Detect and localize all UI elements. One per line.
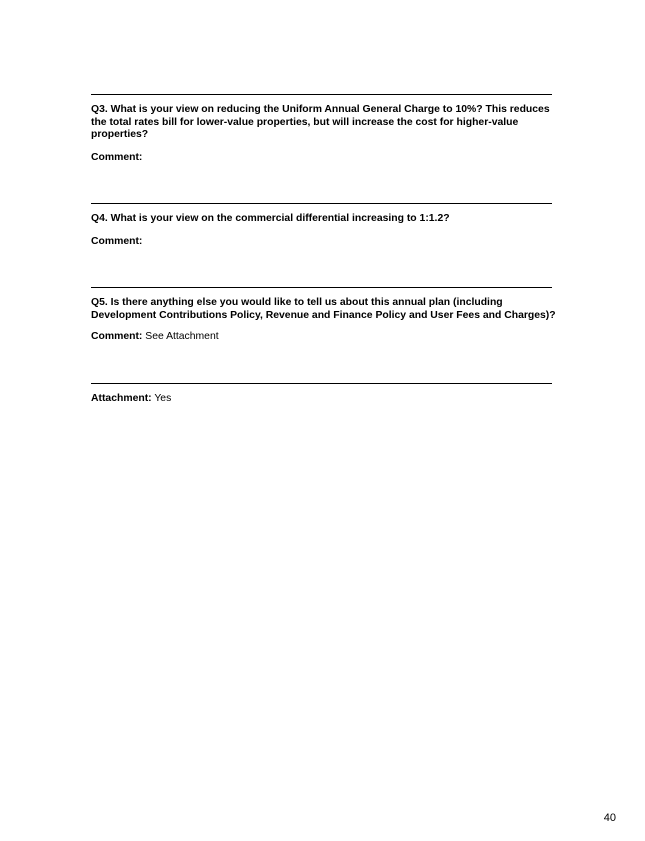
question-block-q4: [91, 213, 556, 248]
comment-value: See Attachment: [145, 331, 219, 343]
comment-label: Comment:: [91, 235, 143, 247]
question-text: Q3. What is your view on reducing the Uniform Annual General Charge to 10%? This reduces the total rates bill for lower-value properties, but will increase the cost for higher-value properties?: [91, 104, 550, 141]
question-text: Q5. Is there anything else you would like to tell us about this annual plan (including Development Contributions Policy, Revenue and Finance Policy and User Fees and Charges)?: [91, 297, 556, 321]
question-block-q5: [91, 297, 556, 344]
comment-label: Comment:: [91, 151, 143, 163]
attachment-block: [91, 393, 556, 406]
divider-line: [91, 383, 552, 384]
question-block-q3: [91, 104, 556, 164]
page-number: 40: [603, 812, 616, 824]
comment-line: [91, 236, 556, 249]
attachment-label: Attachment:: [91, 393, 152, 404]
comment-label: Comment:: [91, 331, 143, 343]
question-text: Q4. What is your view on the commercial differential increasing to 1:1.2?: [91, 213, 450, 224]
comment-line: [91, 152, 556, 165]
divider-line: [91, 94, 552, 95]
attachment-value: Yes: [154, 393, 172, 404]
divider-line: [91, 203, 552, 204]
attachment-line: [91, 393, 556, 406]
comment-line: [91, 331, 556, 344]
divider-line: [91, 287, 552, 288]
